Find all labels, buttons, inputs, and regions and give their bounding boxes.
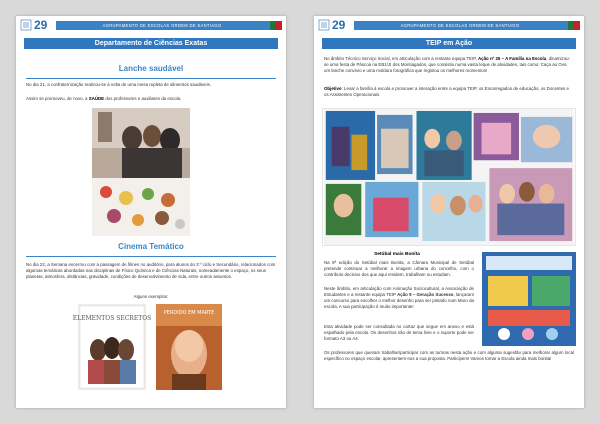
contest-poster — [482, 252, 576, 346]
header-band — [56, 21, 282, 30]
setubal-paragraph-4: Os professores que queiram trabalhar/participar com as turmas nesta ação e com alguma sugestão para melhorar algum local específico no espaço escolar, apresentem-nos a sua proposta. Participem! Vamos tornar a Escola ainda mais bonita! — [324, 350, 574, 361]
lanche-paragraph-1: No dia 21, a confraternização realizou-se à volta de uma mesa repleta de alimentos saudáveis. — [26, 82, 211, 87]
teip-objective-paragraph: Objetivo: Levar a família à escola e promover a interação entre a equipa TEIP, os Encarregados de educação, os Docentes e os Assistentes Operacionais. — [324, 86, 569, 97]
cinema-paragraph: No dia 22, a Semana encerrou com a passagem de filmes no auditório, para alunos do 3.º ciclo e Secundário, relacionados com algumas temáticas abordadas nas disciplinas de Físico Química e de Ciências Naturais, nomeadamente o espaço, os seus planetas, atmosfera, distâncias, gravidade, condições de desenvolvimento de vida, entre outros assuntos. — [26, 262, 276, 279]
setubal-paragraph-3: Esta atividade pode ser consultada no cartaz que segue em anexo e está espalhado pela escola. Os desenhos são de tema livre e o suporte pode ser formato A3 ou A4. — [324, 324, 474, 341]
left-page — [16, 16, 286, 408]
examples-label: Alguns exemplos: — [133, 294, 169, 299]
section-rule — [26, 78, 276, 79]
section-title-cinema: Cinema Temático — [118, 242, 184, 251]
flag-icon — [568, 21, 580, 30]
right-page — [314, 16, 584, 408]
header-band-title: AGRUPAMENTO DE ESCOLAS ORDEM DE SANTIAGO — [400, 23, 520, 28]
header-band-title: AGRUPAMENTO DE ESCOLAS ORDEM DE SANTIAGO — [102, 23, 222, 28]
flag-icon — [270, 21, 282, 30]
setubal-paragraph-1: Na 8ª edição do Setúbal mais Bonita, a Câmara Municipal de Setúbal pretende continuar a melhorar a imagem urbana do concelho, com o contributo decisivo dos que aqui residem, trabalham ou estudam. — [324, 260, 474, 277]
department-title: Departamento de Ciências Exatas — [24, 38, 278, 49]
teip-intro-paragraph: No âmbito Técnico Serviço Social, em articulação com a restante equipa TEIP, Ação nº 25 – A Família na Escola, dinamizou-se uma festa de Páscoa na EB1/JI dos Montiagados, que consistiu numa vasta leque de atividades, tais como: Caça ao Ovo, um lanche convívio e uma moldura fotográfica que registou os melhores momentos! — [324, 56, 571, 73]
section-rule — [26, 256, 276, 257]
section-title-lanche: Lanche saudável — [118, 64, 184, 73]
school-logo-icon — [318, 19, 330, 31]
department-title: TEIP em Ação — [322, 38, 576, 49]
movie-poster-1 — [72, 304, 152, 390]
movie-1-title: ELEMENTOS SECRETOS — [72, 315, 152, 322]
page-number: 29 — [34, 18, 48, 32]
setubal-paragraph-2: Neste âmbito, em articulação com Animação Sociocultural, a Associação de Estudantes e a restante equipa TEIP Ação 9 – Geração Sucesso, lançaram um concurso para escolher o melhor desenho para ser pintado num Muro da escola. A sua participação é muito importante! — [324, 286, 474, 309]
movie-2-title: PERDIDO EM MARTE — [163, 310, 215, 316]
setubal-subtitle: Setúbal mais Bonita — [374, 252, 420, 257]
easter-photo-collage — [322, 108, 576, 246]
page-header — [314, 18, 584, 32]
page-number: 29 — [332, 18, 346, 32]
page-header — [16, 18, 286, 32]
header-band — [354, 21, 580, 30]
school-logo-icon — [20, 19, 32, 31]
lanche-paragraph-2: Assim se promoveu, de novo, a SAÚDE dos professores e auxiliares da escola. — [26, 96, 182, 101]
movie-poster-2 — [156, 304, 222, 390]
lanche-photo — [92, 108, 190, 236]
